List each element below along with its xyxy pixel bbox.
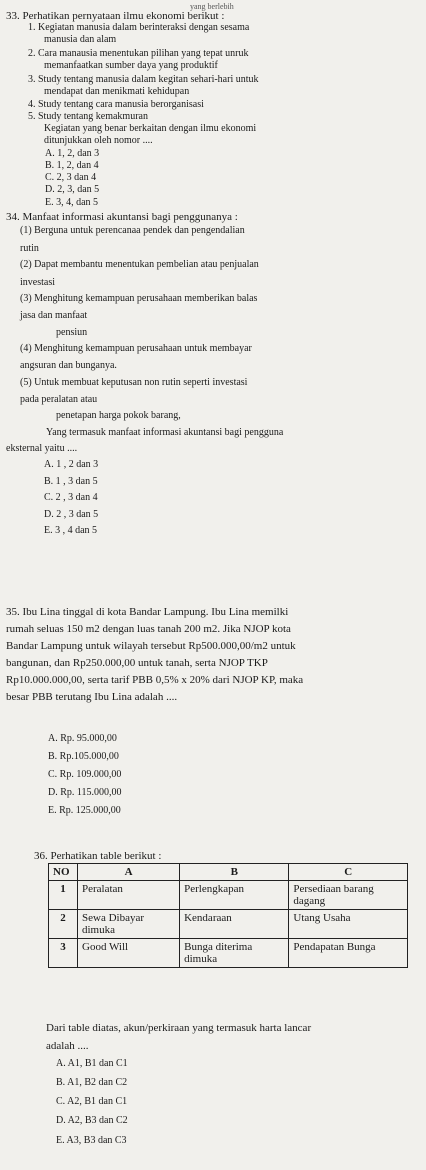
answer-option: C. A2, B1 dan C1 bbox=[56, 1096, 128, 1107]
statement: 5. Study tentang kemakmuran bbox=[28, 111, 148, 122]
question-stem: 36. Perhatikan table berikut : bbox=[34, 850, 162, 862]
table-row bbox=[49, 881, 408, 910]
answer-option: C. 2 , 3 dan 4 bbox=[44, 492, 98, 503]
statement: rutin bbox=[20, 243, 39, 254]
statement: eksternal yaitu .... bbox=[6, 443, 78, 454]
statement: investasi bbox=[20, 277, 55, 288]
statement: (3) Menghitung kemampuan perusahaan memberikan balas bbox=[20, 293, 258, 304]
cell-b: Kendaraan bbox=[180, 910, 289, 939]
cell-c: Utang Usaha bbox=[289, 910, 408, 939]
question-text: rumah seluas 150 m2 dengan luas tanah 200 m2. Jika NJOP kota bbox=[6, 623, 291, 635]
cell-a: Peralatan bbox=[78, 881, 180, 910]
statement: (2) Dapat membantu menentukan pembelian atau penjualan bbox=[20, 259, 259, 270]
question-stem: 33. Perhatikan pernyataan ilmu ekonomi berikut : bbox=[6, 10, 225, 22]
statement: 3. Study tentang manusia dalam kegitan sehari-hari untuk bbox=[28, 74, 259, 85]
cell-c: Pendapatan Bunga bbox=[289, 939, 408, 968]
question-stem: 35. Ibu Lina tinggal di kota Bandar Lampung. Ibu Lina memilki bbox=[6, 606, 289, 618]
answer-option: E. 3 , 4 dan 5 bbox=[44, 525, 98, 536]
answer-option: B. 1, 2, dan 4 bbox=[45, 160, 99, 171]
top-note: yang berlebih bbox=[190, 2, 234, 11]
answer-option: D. 2, 3, dan 5 bbox=[45, 184, 100, 195]
statement: 1. Kegiatan manusia dalam berinteraksi dengan sesama bbox=[28, 22, 250, 33]
table-row bbox=[49, 910, 408, 939]
header-no: NO bbox=[49, 864, 78, 881]
question-text: Bandar Lampung untuk wilayah tersebut Rp500.000,00/m2 untuk bbox=[6, 640, 296, 652]
cell-a: Sewa Dibayar dimuka bbox=[78, 910, 180, 939]
statement: Kegiatan yang benar berkaitan dengan ilmu ekonomi bbox=[44, 123, 257, 134]
row-number: 2 bbox=[49, 910, 78, 939]
table-row bbox=[49, 939, 408, 968]
header-a: A bbox=[78, 864, 180, 881]
answer-option: A. A1, B1 dan C1 bbox=[56, 1058, 128, 1069]
statement: pada peralatan atau bbox=[20, 394, 98, 405]
statement: 2. Cara manausia menentukan pilihan yang tepat unruk bbox=[28, 48, 249, 59]
question-stem: 34. Manfaat informasi akuntansi bagi penggunanya : bbox=[6, 211, 238, 223]
statement: pensiun bbox=[56, 327, 88, 338]
statement: penetapan harga pokok barang, bbox=[56, 410, 181, 421]
answer-option: B. A1, B2 dan C2 bbox=[56, 1077, 128, 1088]
cell-b: Perlengkapan bbox=[180, 881, 289, 910]
accounts-table bbox=[48, 863, 408, 968]
answer-option: A. Rp. 95.000,00 bbox=[48, 733, 117, 744]
statement: 4. Study tentang cara manusia berorganisasi bbox=[28, 99, 204, 110]
statement: jasa dan manfaat bbox=[20, 310, 88, 321]
statement: Yang termasuk manfaat informasi akuntansi bagi pengguna bbox=[46, 427, 284, 438]
answer-option: C. 2, 3 dan 4 bbox=[45, 172, 97, 183]
statement: mendapat dan menikmati kehidupan bbox=[44, 86, 190, 97]
answer-option: D. A2, B3 dan C2 bbox=[56, 1115, 128, 1126]
answer-option: B. Rp.105.000,00 bbox=[48, 751, 119, 762]
statement: (4) Menghitung kemampuan perusahaan untuk membayar bbox=[20, 343, 252, 354]
statement: memanfaatkan sumber daya yang produktif bbox=[44, 60, 218, 71]
answer-option: D. Rp. 115.000,00 bbox=[48, 787, 122, 798]
cell-c: Persediaan barang dagang bbox=[289, 881, 408, 910]
statement: angsuran dan bunganya. bbox=[20, 360, 117, 371]
answer-option: D. 2 , 3 dan 5 bbox=[44, 509, 99, 520]
question-text: bangunan, dan Rp250.000,00 untuk tanah, serta NJOP TKP bbox=[6, 657, 268, 669]
row-number: 1 bbox=[49, 881, 78, 910]
answer-option: C. Rp. 109.000,00 bbox=[48, 769, 122, 780]
answer-option: A. 1 , 2 dan 3 bbox=[44, 459, 99, 470]
answer-option: E. Rp. 125.000,00 bbox=[48, 805, 121, 816]
statement: (5) Untuk membuat keputusan non rutin seperti investasi bbox=[20, 377, 248, 388]
cell-b: Bunga diterima dimuka bbox=[180, 939, 289, 968]
header-c: C bbox=[289, 864, 408, 881]
statement: ditunjukkan oleh nomor .... bbox=[44, 135, 153, 146]
question-text: besar PBB terutang Ibu Lina adalah .... bbox=[6, 691, 178, 703]
question-text: Rp10.000.000,00, serta tarif PBB 0,5% x 20% dari NJOP KP, maka bbox=[6, 674, 304, 686]
statement: (1) Berguna untuk perencanaa pendek dan pengendalian bbox=[20, 225, 245, 236]
answer-option: E. 3, 4, dan 5 bbox=[45, 197, 99, 208]
header-b: B bbox=[180, 864, 289, 881]
statement: manusia dan alam bbox=[44, 34, 117, 45]
question-text: Dari table diatas, akun/perkiraan yang termasuk harta lancar bbox=[46, 1022, 312, 1034]
question-text: adalah .... bbox=[46, 1040, 89, 1052]
answer-option: B. 1 , 3 dan 5 bbox=[44, 476, 98, 487]
answer-option: E. A3, B3 dan C3 bbox=[56, 1135, 127, 1146]
row-number: 3 bbox=[49, 939, 78, 968]
cell-a: Good Will bbox=[78, 939, 180, 968]
answer-option: A. 1, 2, dan 3 bbox=[45, 148, 100, 159]
table-header-row bbox=[49, 864, 408, 881]
